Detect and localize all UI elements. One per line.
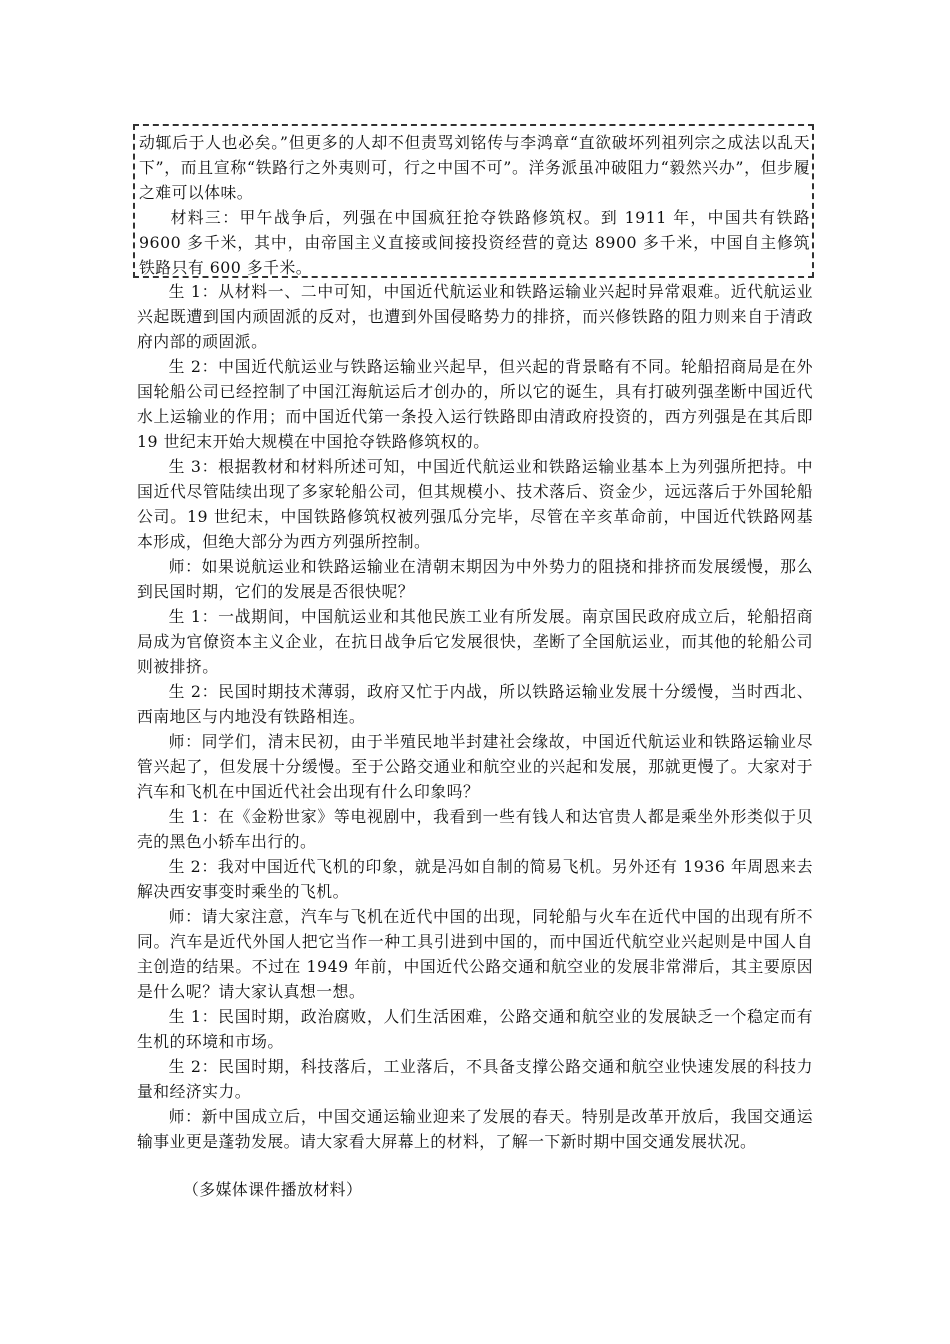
paragraph: 生 2：我对中国近代飞机的印象，就是冯如自制的简易飞机。另外还有 1936 年周恩来去解决西安事变时乘坐的飞机。	[137, 857, 813, 901]
paragraph: 师：请大家注意，汽车与飞机在近代中国的出现，同轮船与火车在近代中国的出现有所不同。汽车是近代外国人把它当作一种工具引进到中国的，而中国近代航空业兴起则是中国人自主创造的结果。不过在 1949 年前，中国近代公路交通和航空业的发展非常滞后，其主要原因是什么呢？请大家认真想一想。	[137, 907, 813, 1001]
paragraph: 生 3：根据教材和材料所述可知，中国近代航运业和铁路运输业基本上为列强所把持。中国近代尽管陆续出现了多家轮船公司，但其规模小、技术落后、资金少，远远落后于外国轮船公司。19 世纪末，中国铁路修筑权被列强瓜分完毕，尽管在辛亥革命前，中国近代铁路网基本形成，但绝大部分为西方列强所控制。	[137, 457, 813, 551]
paragraph: 生 1：民国时期，政治腐败，人们生活困难，公路交通和航空业的发展缺乏一个稳定而有生机的环境和市场。	[137, 1007, 813, 1051]
paragraph: 生 1：在《金粉世家》等电视剧中，我看到一些有钱人和达官贵人都是乘坐外形类似于贝壳的黑色小轿车出行的。	[137, 807, 813, 851]
dialogue-body	[137, 279, 813, 1154]
paragraph: 师：新中国成立后，中国交通运输业迎来了发展的春天。特别是改革开放后，我国交通运输事业更是蓬勃发展。请大家看大屏幕上的材料，了解一下新时期中国交通发展状况。	[137, 1107, 813, 1151]
paragraph: 生 1：一战期间，中国航运业和其他民族工业有所发展。南京国民政府成立后，轮船招商局成为官僚资本主义企业，在抗日战争后它发展很快，垄断了全国航运业，而其他的轮船公司则被排挤。	[137, 607, 813, 676]
paragraph: 师：如果说航运业和铁路运输业在清朝末期因为中外势力的阻挠和排挤而发展缓慢，那么到民国时期，它们的发展是否很快呢？	[137, 557, 813, 601]
multimedia-caption: （多媒体课件播放材料）	[183, 1180, 363, 1199]
paragraph: 师：同学们，清末民初，由于半殖民地半封建社会缘故，中国近代航运业和铁路运输业尽管兴起了，但发展十分缓慢。至于公路交通业和航空业的兴起和发展，那就更慢了。大家对于汽车和飞机在中国近代社会出现有什么印象吗？	[137, 732, 813, 801]
paragraph: 生 2：中国近代航运业与铁路运输业兴起早，但兴起的背景略有不同。轮船招商局是在外国轮船公司已经控制了中国江海航运后才创办的，所以它的诞生，具有打破列强垄断中国近代水上运输业的作用；而中国近代第一条投入运行铁路即由清政府投资的，西方列强是在其后即 19 世纪末开始大规模在中国抢夺铁路修筑权的。	[137, 357, 813, 451]
material-continuation: 动辄后于人也必矣。”但更多的人却不但责骂刘铭传与李鸿章“直欲破坏列祖列宗之成法以乱天下”，而且宣称“铁路行之外夷则可，行之中国不可”。洋务派虽冲破阻力“毅然兴办”，但步履之难可以体味。	[139, 133, 810, 202]
material-three: 材料三：甲午战争后，列强在中国疯狂抢夺铁路修筑权。到 1911 年，中国共有铁路 9600 多千米，其中，由帝国主义直接或间接投资经营的竟达 8900 多千米，中国自主修筑铁路只有 600 多千米。	[139, 208, 810, 277]
material-box	[133, 124, 814, 278]
paragraph: 生 1：从材料一、二中可知，中国近代航运业和铁路运输业兴起时异常艰难。近代航运业兴起既遭到国内顽固派的反对，也遭到外国侵略势力的排挤，而兴修铁路的阻力则来自于清政府内部的顽固派。	[137, 282, 813, 351]
paragraph: 生 2：民国时期技术薄弱，政府又忙于内战，所以铁路运输业发展十分缓慢，当时西北、西南地区与内地没有铁路相连。	[137, 682, 813, 726]
paragraph: 生 2：民国时期，科技落后，工业落后，不具备支撑公路交通和航空业快速发展的科技力量和经济实力。	[137, 1057, 813, 1101]
